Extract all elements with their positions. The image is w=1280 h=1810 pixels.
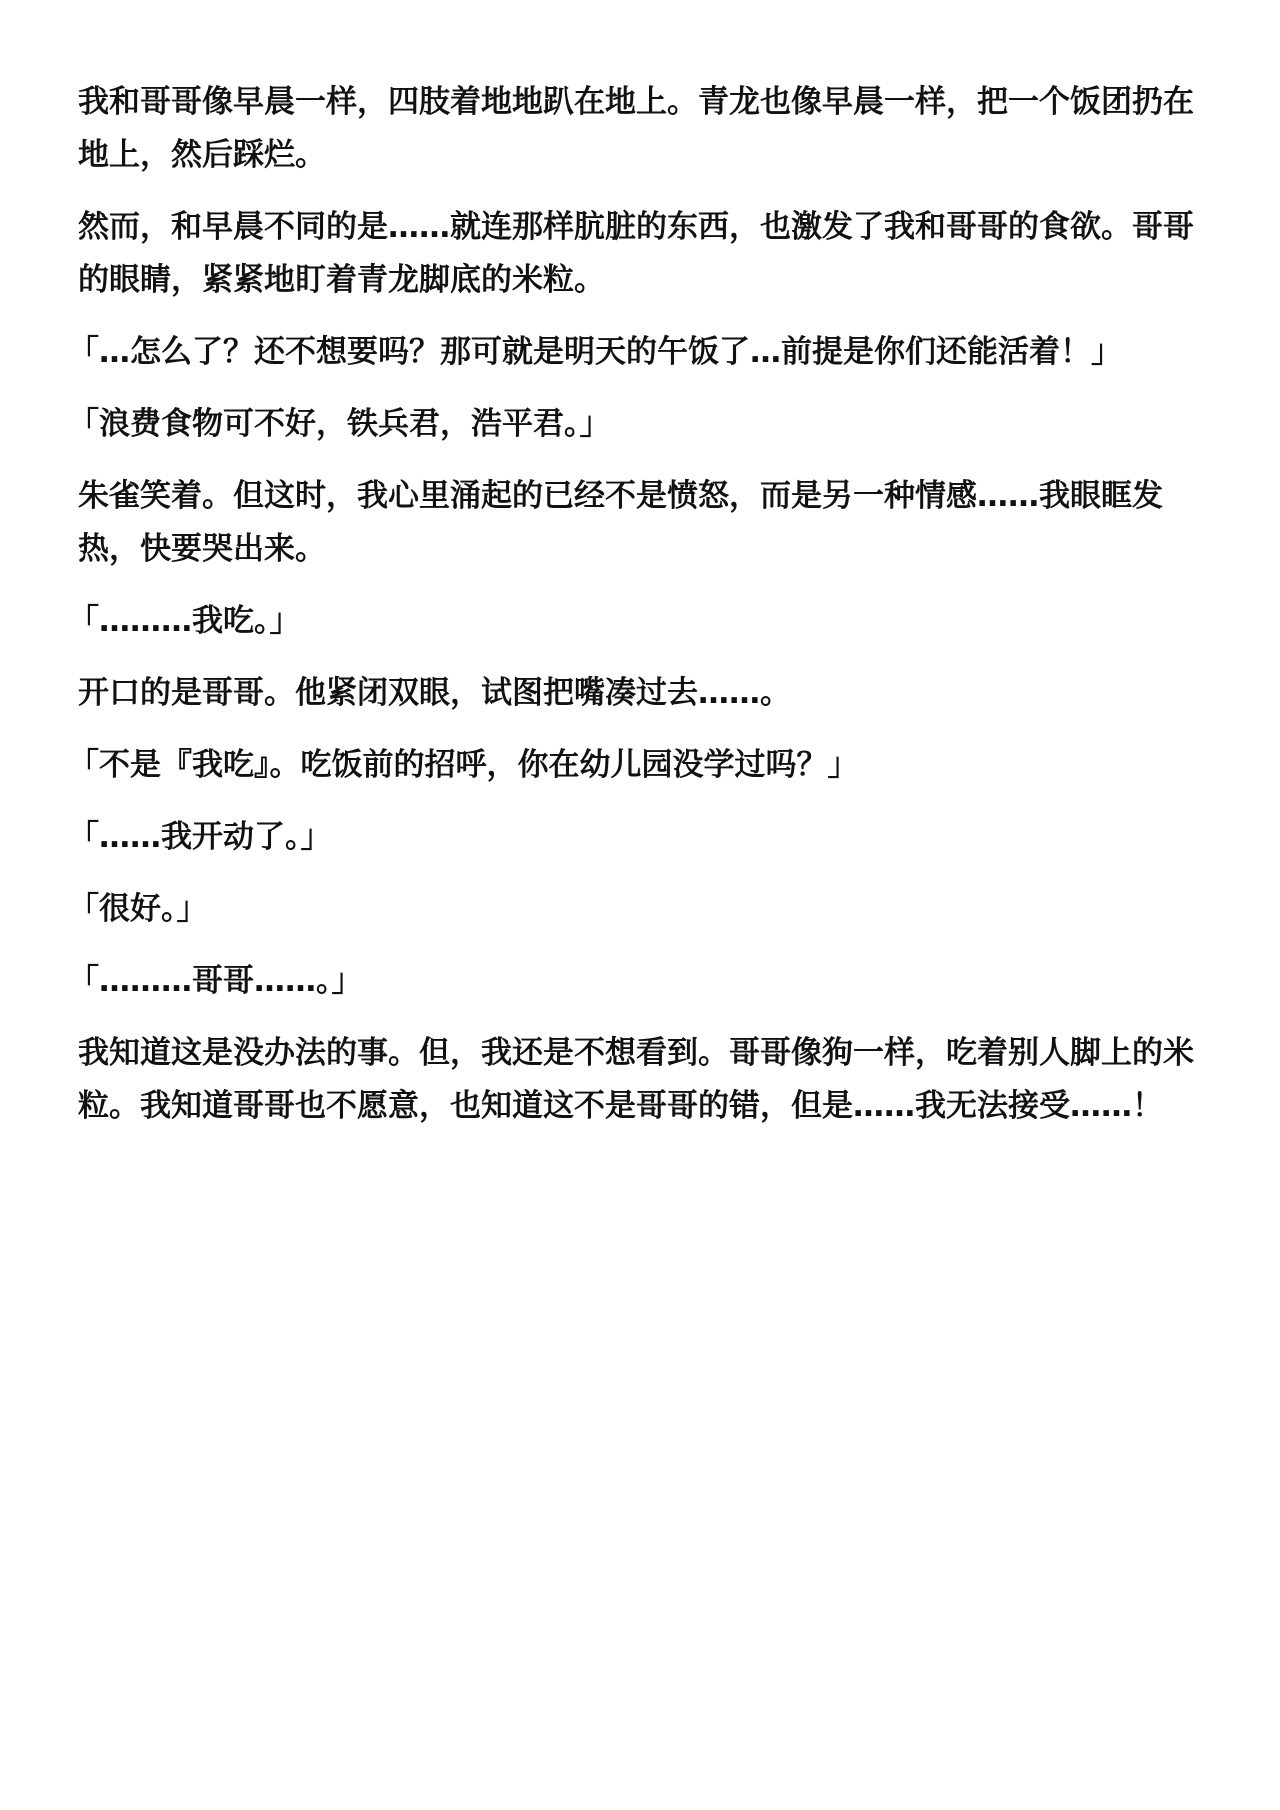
dialogue-line-5: 「……我开动了。」 — [68, 819, 332, 855]
dialogue-line-4: 「不是『我吃』。吃饭前的招呼，你在幼儿园没学过吗？」 — [68, 747, 859, 783]
dialogue-line-1: 「…怎么了？还不想要吗？那可就是明天的午饭了…前提是你们还能活着！」 — [68, 334, 1122, 370]
dialogue-line-6: 「很好。」 — [68, 891, 208, 927]
paragraph-5: 我知道这是没办法的事。但，我还是不想看到。哥哥像狗一样，吃着别人脚上的米粒。我知道哥哥也不愿意，也知道这不是哥哥的错，但是……我无法接受……！ — [78, 1035, 1194, 1124]
dialogue-line-7: 「………哥哥……。」 — [68, 963, 363, 999]
dialogue-line-3: 「………我吃。」 — [68, 603, 301, 639]
paragraph-3: 朱雀笑着。但这时，我心里涌起的已经不是愤怒，而是另一种情感……我眼眶发热，快要哭出来。 — [78, 478, 1163, 567]
dialogue-line-2: 「浪费食物可不好，铁兵君，浩平君。」 — [68, 406, 611, 442]
paragraph-4: 开口的是哥哥。他紧闭双眼，试图把嘴凑过去……。 — [78, 675, 791, 711]
paragraph-2: 然而，和早晨不同的是……就连那样肮脏的东西，也激发了我和哥哥的食欲。哥哥的眼睛，紧紧地盯着青龙脚底的米粒。 — [78, 209, 1194, 298]
paragraph-1: 我和哥哥像早晨一样，四肢着地地趴在地上。青龙也像早晨一样，把一个饭团扔在地上，然后踩烂。 — [78, 84, 1194, 173]
